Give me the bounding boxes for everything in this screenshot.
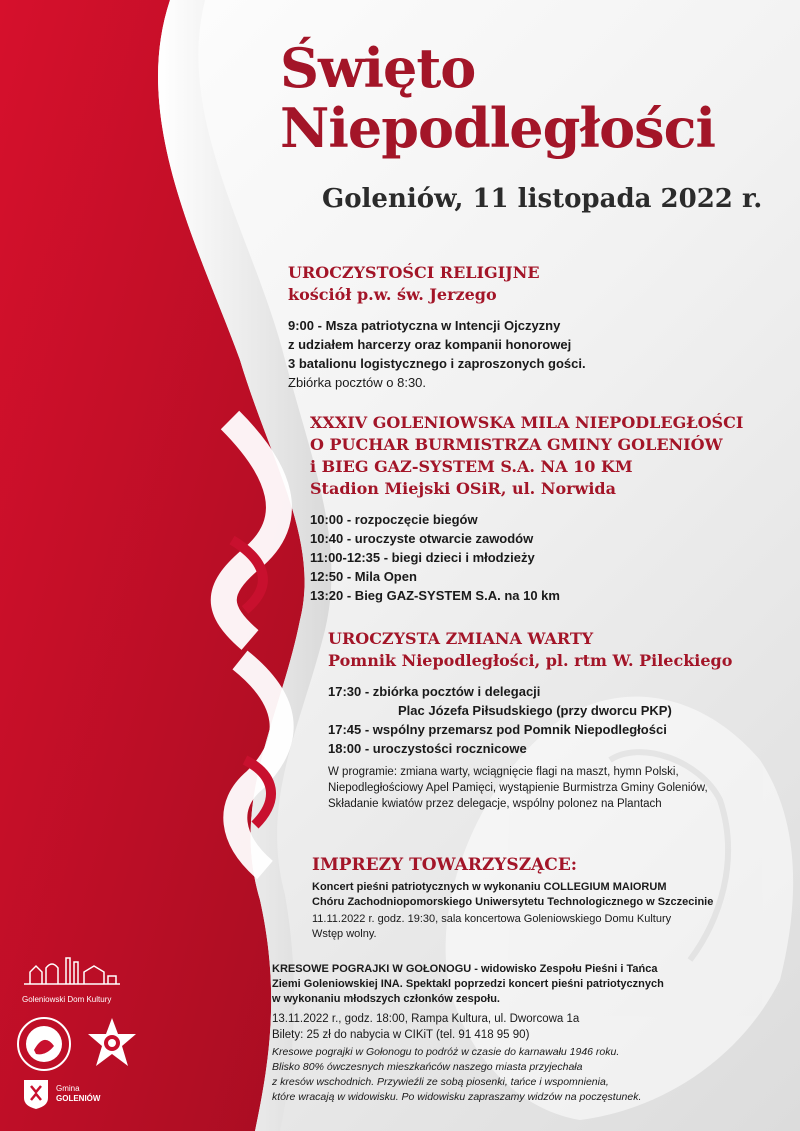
kresowe-description-line: z kresów wschodnich. Przywieźli ze sobą piosenki, tańce i wspomnienia, [272,1076,609,1088]
event-date-subtitle: Goleniów, 11 listopada 2022 r. [322,184,763,214]
race-schedule-item: 10:00 - rozpoczęcie biegów [310,512,478,527]
title-line-1: Święto [280,36,476,100]
kresowe-info-line: 13.11.2022 r., godz. 18:00, Rampa Kultura, ul. Dworcowa 1a [272,1013,580,1025]
gmina-goleniow-logo [22,1078,100,1110]
religious-note: Zbiórka pocztów o 8:30. [288,375,427,390]
race-section [310,412,790,605]
kresowe-description-line: które wracają w widowisku. Po widowisku zapraszamy widzów na poczęstunek. [272,1091,642,1103]
concert-line: Koncert pieśni patriotycznych w wykonaniu COLLEGIUM MAIORUM [312,881,667,893]
events-heading: IMPREZY TOWARZYSZĄCE: [312,855,578,875]
guard-program-line: Niepodległościowy Apel Pamięci, wystąpienie Burmistrza Gminy Goleniów, [328,782,708,794]
gdk-label: Goleniowski Dom Kultury [22,995,112,1004]
guard-program-line: Składanie kwiatów przez delegacje, wspólny polonez na Plantach [328,798,662,810]
concert-line: Chóru Zachodniopomorskiego Uniwersytetu Technologicznego w Szczecinie [312,896,714,908]
religious-place: kościół p.w. św. Jerzego [288,285,497,304]
guard-schedule-item: Plac Józefa Piłsudskiego (przy dworcu PKP) [398,703,672,718]
kresowe-description-line: Kresowe pograjki w Gołonogu to podróż w czasie do karnawału 1946 roku. [272,1046,620,1058]
gdk-skyline-icon [22,952,122,988]
guard-program-line: W programie: zmiana warty, wciągnięcie flagi na maszt, hymn Polski, [328,766,679,778]
osir-star-logo [84,1016,140,1077]
guard-schedule-item: 17:45 - wspólny przemarsz pod Pomnik Niepodległości [328,722,667,737]
star-emblem-icon [84,1016,140,1072]
race-schedule-item: 12:50 - Mila Open [310,569,417,584]
race-schedule-item: 13:20 - Bieg GAZ-SYSTEM S.A. na 10 km [310,588,560,603]
race-heading-line: i BIEG GAZ-SYSTEM S.A. NA 10 KM [310,457,633,476]
kresowe-description-line: Blisko 80% ówczesnych mieszkańców naszego miasta przyjechała [272,1061,583,1073]
kresowe-line: KRESOWE POGRAJKI W GOŁONOGU - widowisko Zespołu Pieśni i Tańca [272,963,658,975]
religious-heading: UROCZYSTOŚCI RELIGIJNE [288,263,540,282]
events-section [312,854,792,942]
kresowe-line: w wykonaniu młodszych członków zespołu. [272,993,500,1005]
kresowe-section [272,962,792,1105]
ensemble-seal-logo [16,1016,72,1077]
kresowe-line: Ziemi Goleniowskiej INA. Spektakl poprzedzi koncert pieśni patriotycznych [272,978,664,990]
gdk-logo [22,952,132,1004]
race-schedule-item: 10:40 - uroczyste otwarcie zawodów [310,531,534,546]
ensemble-seal-icon [16,1016,72,1072]
religious-line: 3 batalionu logistycznego i zaproszonych gości. [288,356,586,371]
guard-schedule-item: 17:30 - zbiórka pocztów i delegacji [328,684,541,699]
concert-info-line: 11.11.2022 r. godz. 19:30, sala koncertowa Goleniowskiego Domu Kultury [312,913,672,925]
concert-info-line: Wstęp wolny. [312,928,377,940]
page-title [280,38,780,158]
gmina-crest-icon [22,1078,50,1110]
title-line-2: Niepodległości [280,96,715,160]
guard-schedule-item: 18:00 - uroczystości rocznicowe [328,741,527,756]
religious-line: z udziałem harcerzy oraz kompanii honorowej [288,337,572,352]
gmina-label-line-2: GOLENIÓW [56,1094,101,1103]
kresowe-info-line: Bilety: 25 zł do nabycia w CIKiT (tel. 91 418 95 90) [272,1029,530,1041]
religious-section [288,262,768,392]
guard-place: Pomnik Niepodległości, pl. rtm W. Pileckiego [328,651,733,670]
race-heading-line: O PUCHAR BURMISTRZA GMINY GOLENIÓW [310,435,723,454]
race-schedule-item: 11:00-12:35 - biegi dzieci i młodzieży [310,550,535,565]
gmina-label-line-1: Gmina [56,1084,80,1093]
race-heading-line: XXXIV GOLENIOWSKA MILA NIEPODLEGŁOŚCI [310,413,744,432]
guard-heading: UROCZYSTA ZMIANA WARTY [328,629,594,648]
religious-line: 9:00 - Msza patriotyczna w Intencji Ojczyzny [288,318,561,333]
race-place: Stadion Miejski OSiR, ul. Norwida [310,479,616,498]
guard-section [328,628,788,812]
